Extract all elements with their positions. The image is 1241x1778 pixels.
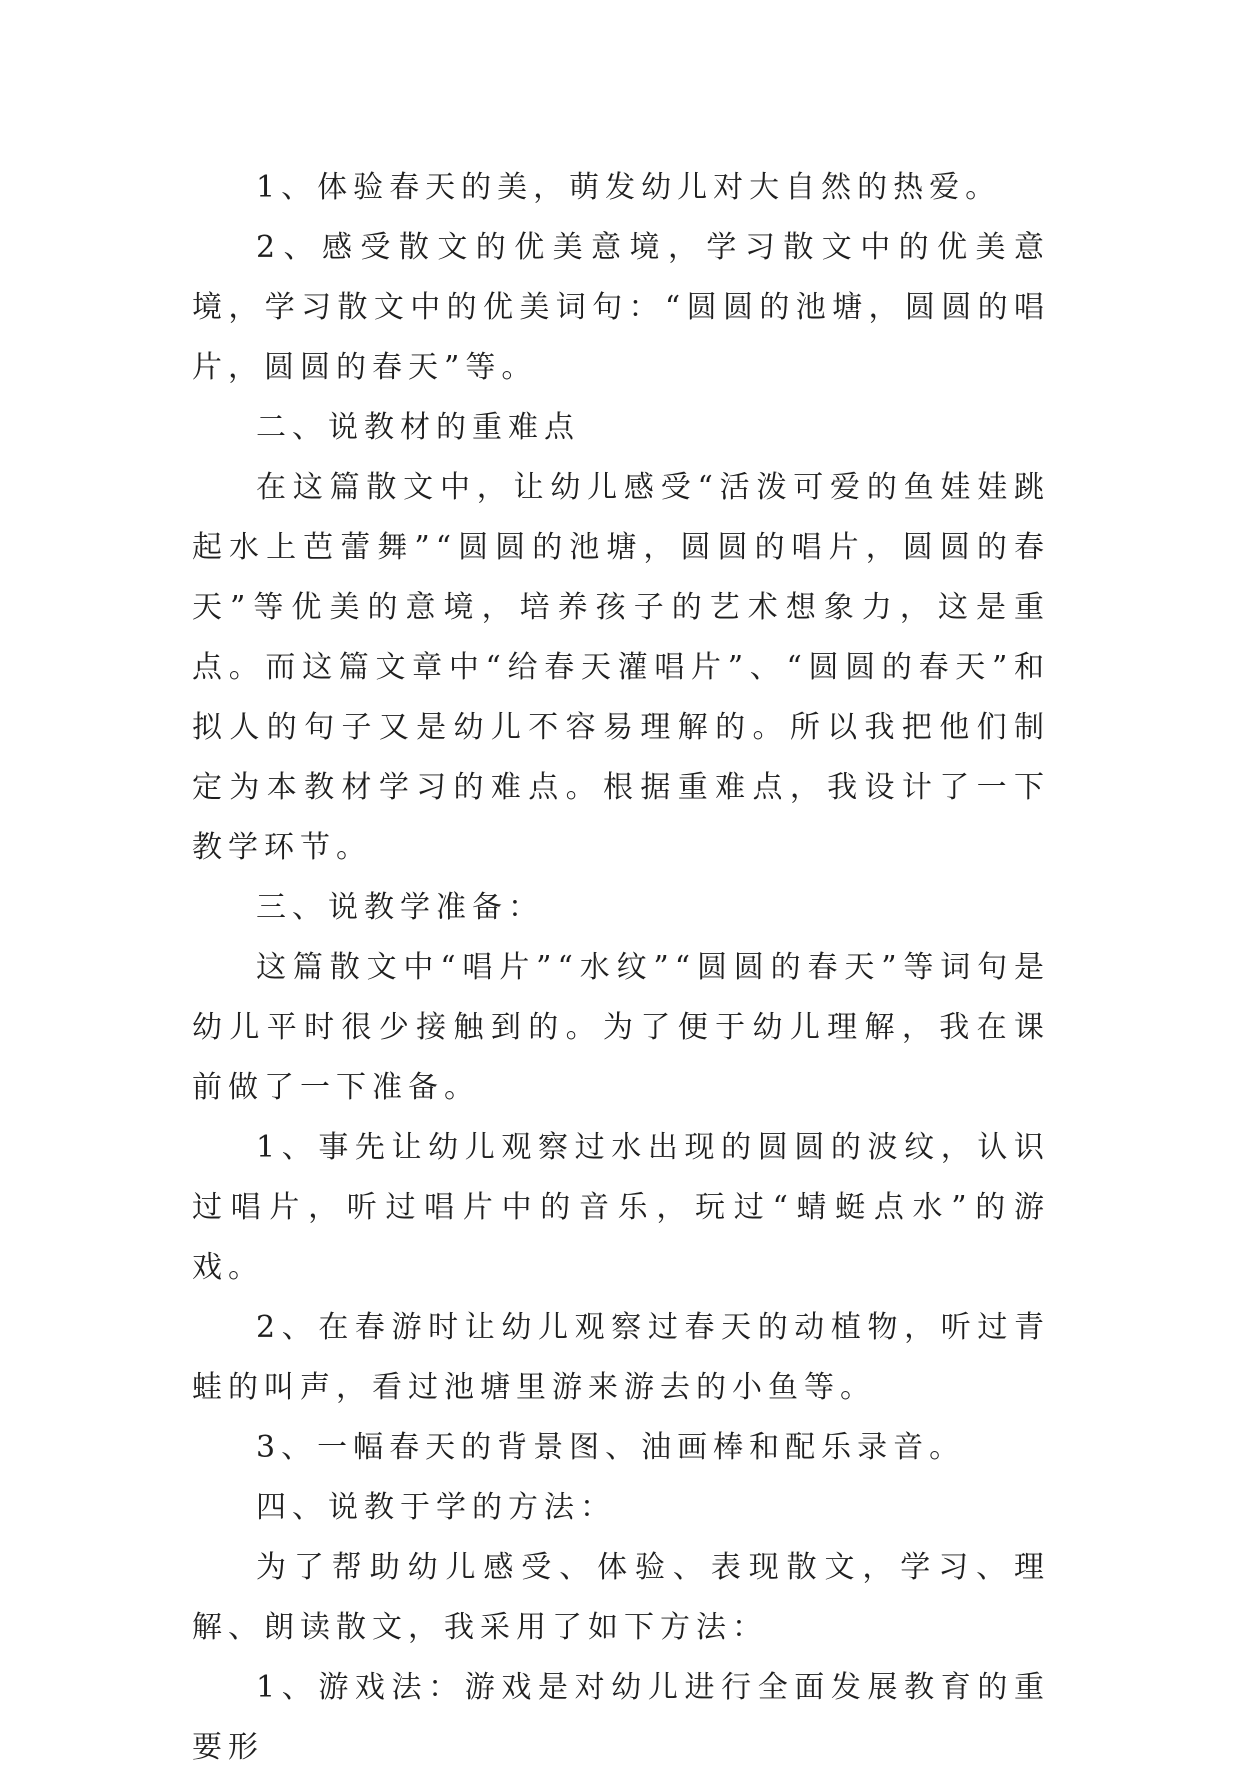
paragraph-preparation-1: 1、事先让幼儿观察过水出现的圆圆的波纹，认识过唱片，听过唱片中的音乐，玩过“蜻蜓点水”的游戏。	[192, 1130, 1050, 1285]
paragraph-preparation-3: 3、一幅春天的背景图、油画棒和配乐录音。	[256, 1430, 966, 1465]
heading-methods: 四、说教于学的方法：	[256, 1490, 616, 1525]
heading-preparation: 三、说教学准备：	[256, 890, 544, 925]
paragraph-goal-1: 1、体验春天的美，萌发幼儿对大自然的热爱。	[256, 170, 1002, 205]
paragraph-method-1: 1、游戏法：游戏是对幼儿进行全面发展教育的重要形	[192, 1670, 1050, 1765]
paragraph-preparation-2: 2、在春游时让幼儿观察过春天的动植物，听过青蛙的叫声，看过池塘里游来游去的小鱼等。	[192, 1310, 1050, 1405]
paragraph-preparation: 这篇散文中“唱片”“水纹”“圆圆的春天”等词句是幼儿平时很少接触到的。为了便于幼儿理解，我在课前做了一下准备。	[192, 950, 1050, 1105]
heading-key-points: 二、说教材的重难点	[256, 410, 580, 445]
paragraph-goal-2: 2、感受散文的优美意境，学习散文中的优美意境，学习散文中的优美词句：“圆圆的池塘，圆圆的唱片，圆圆的春天”等。	[192, 230, 1050, 385]
document-body	[192, 158, 1050, 1778]
paragraph-key-points: 在这篇散文中，让幼儿感受“活泼可爱的鱼娃娃跳起水上芭蕾舞”“圆圆的池塘，圆圆的唱片，圆圆的春天”等优美的意境，培养孩子的艺术想象力，这是重点。而这篇文章中“给春天灌唱片”、“圆圆的春天”和拟人的句子又是幼儿不容易理解的。所以我把他们制定为本教材学习的难点。根据重难点，我设计了一下教学环节。	[192, 470, 1050, 865]
paragraph-methods: 为了帮助幼儿感受、体验、表现散文，学习、理解、朗读散文，我采用了如下方法：	[192, 1550, 1050, 1645]
